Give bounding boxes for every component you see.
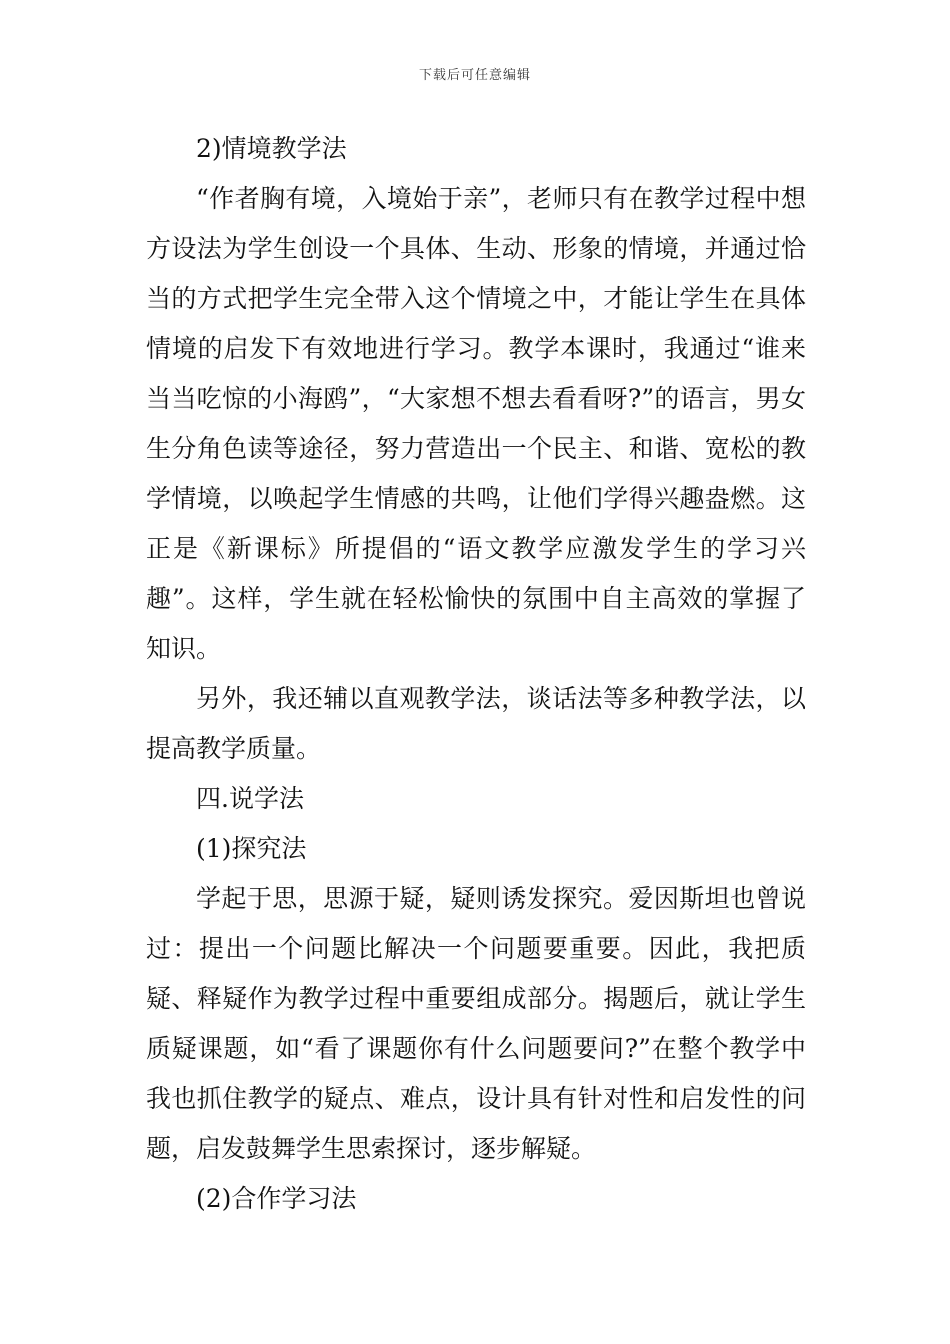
page-header: 下载后可任意编辑 [418, 68, 531, 83]
heading-inquiry-method: (1)探究法 [196, 834, 307, 863]
document-body [146, 124, 806, 1224]
heading-learning-methods: 四.说学法 [196, 784, 304, 813]
paragraph-inquiry-method: 学起于思，思源于疑，疑则诱发探究。爱因斯坦也曾说过：提出一个问题比解决一个问题要重要。因此，我把质疑、释疑作为教学过程中重要组成部分。揭题后，就让学生质疑课题，如“看了课题你有什么问题要问?”在整个教学中我也抓住教学的疑点、难点，设计具有针对性和启发性的问题，启发鼓舞学生思索探讨，逐步解疑。 [146, 884, 806, 1163]
paragraph-other-methods: 另外，我还辅以直观教学法，谈话法等多种教学法，以提高教学质量。 [146, 684, 806, 763]
heading-cooperative-learning: (2)合作学习法 [196, 1184, 357, 1213]
paragraph-situational-teaching: “作者胸有境，入境始于亲”，老师只有在教学过程中想方设法为学生创设一个具体、生动、形象的情境，并通过恰当的方式把学生完全带入这个情境之中，才能让学生在具体情境的启发下有效地进行学习。教学本课时，我通过“谁来当当吃惊的小海鸥”，“大家想不想去看看呀?”的语言，男女生分角色读等途径，努力营造出一个民主、和谐、宽松的教学情境，以唤起学生情感的共鸣，让他们学得兴趣盎燃。这正是《新课标》所提倡的“语文教学应激发学生的学习兴趣”。这样，学生就在轻松愉快的氛围中自主高效的掌握了知识。 [146, 184, 806, 663]
heading-situational-teaching: 2)情境教学法 [196, 134, 347, 163]
